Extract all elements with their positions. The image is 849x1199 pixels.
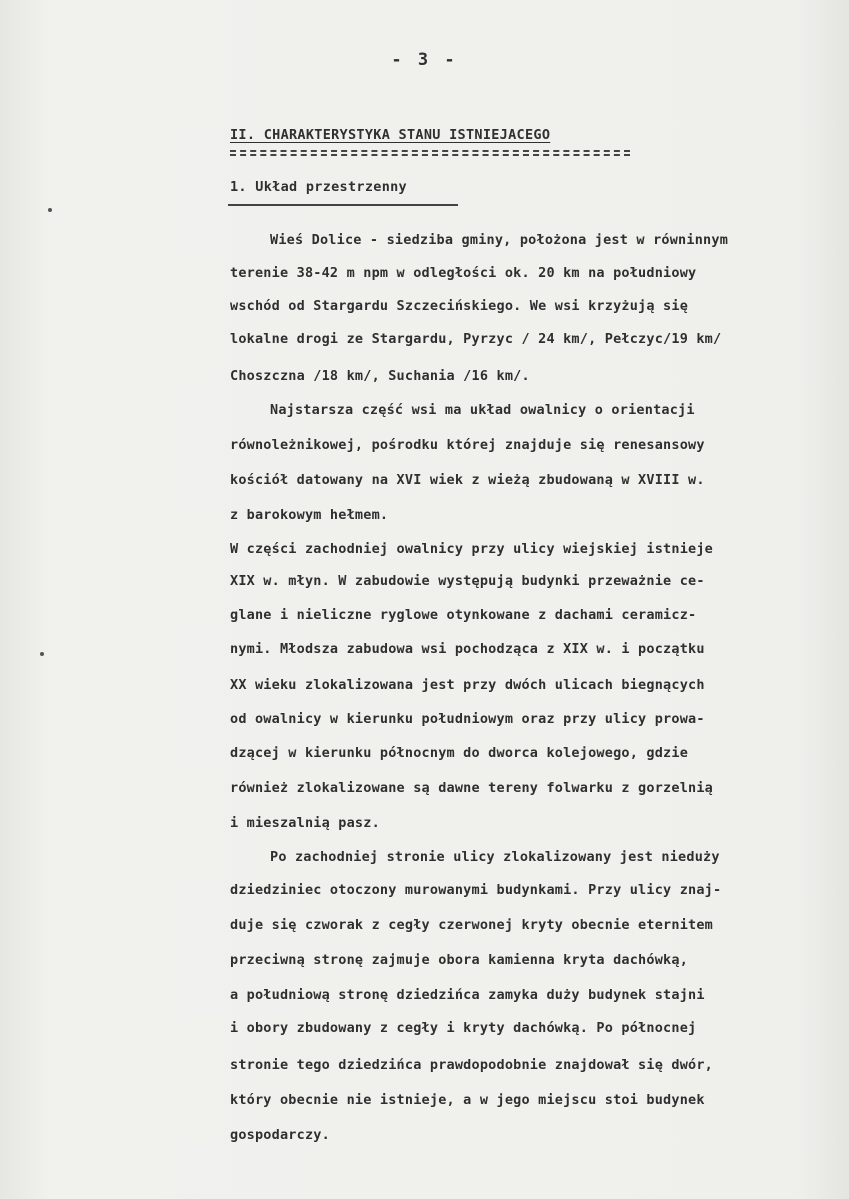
text-line: terenie 38-42 m npm w odległości ok. 20 km na południowy bbox=[230, 265, 697, 281]
text-line: glane i nieliczne ryglowe otynkowane z dachami ceramicz- bbox=[230, 607, 697, 623]
text-line: dzącej w kierunku północnym do dworca kolejowego, gdzie bbox=[230, 745, 689, 761]
text-line: W części zachodniej owalnicy przy ulicy wiejskiej istnieje bbox=[230, 541, 714, 557]
text-line: i mieszalnią pasz. bbox=[230, 815, 380, 831]
text-line: XX wieku zlokalizowana jest przy dwóch ulicach biegnących bbox=[230, 677, 705, 693]
text-line: dziedziniec otoczony murowanymi budynkami. Przy ulicy znaj- bbox=[230, 882, 722, 898]
text-line: z barokowym hełmem. bbox=[230, 507, 389, 523]
text-line: równoleżnikowej, pośrodku której znajduje się renesansowy bbox=[230, 437, 705, 453]
text-line: i obory zbudowany z cegły i kryty dachówką. Po północnej bbox=[230, 1020, 697, 1036]
margin-dot bbox=[40, 652, 44, 656]
text-line: stronie tego dziedzińca prawdopodobnie znajdował się dwór, bbox=[230, 1057, 714, 1073]
text-line: XIX w. młyn. W zabudowie występują budynki przeważnie ce- bbox=[230, 573, 705, 589]
text-line: gospodarczy. bbox=[230, 1127, 330, 1143]
text-line: wschód od Stargardu Szczecińskiego. We wsi krzyżują się bbox=[230, 298, 689, 314]
text-line: nymi. Młodsza zabudowa wsi pochodząca z XIX w. i początku bbox=[230, 641, 705, 657]
text-line: kościół datowany na XVI wiek z wieżą zbudowaną w XVIII w. bbox=[230, 472, 705, 488]
section-title: II. CHARAKTERYSTYKA STANU ISTNIEJACEGO bbox=[230, 127, 551, 143]
margin-dot bbox=[48, 208, 52, 212]
page-number: - 3 - bbox=[391, 50, 458, 70]
subsection-title: 1. Układ przestrzenny bbox=[230, 179, 407, 195]
double-underline bbox=[230, 150, 630, 156]
text-line: Wieś Dolice - siedziba gminy, położona jest w równinnym bbox=[270, 232, 729, 248]
text-line: przeciwną stronę zajmuje obora kamienna kryta dachówką, bbox=[230, 952, 689, 968]
subsection-underline bbox=[228, 204, 458, 206]
text-line: lokalne drogi ze Stargardu, Pyrzyc / 24 km/, Pełczyc/19 km/ bbox=[230, 331, 722, 347]
text-line: również zlokalizowane są dawne tereny folwarku z gorzelnią bbox=[230, 780, 714, 796]
text-line: od owalnicy w kierunku południowym oraz przy ulicy prowa- bbox=[230, 711, 705, 727]
text-line: Najstarsza część wsi ma układ owalnicy o orientacji bbox=[270, 402, 695, 418]
text-line: Choszczna /18 km/, Suchania /16 km/. bbox=[230, 368, 530, 384]
text-line: a południową stronę dziedzińca zamyka duży budynek stajni bbox=[230, 987, 705, 1003]
text-line: który obecnie nie istnieje, a w jego miejscu stoi budynek bbox=[230, 1092, 705, 1108]
text-line: Po zachodniej stronie ulicy zlokalizowany jest nieduży bbox=[270, 849, 720, 865]
text-line: duje się czworak z cegły czerwonej kryty obecnie eternitem bbox=[230, 917, 714, 933]
